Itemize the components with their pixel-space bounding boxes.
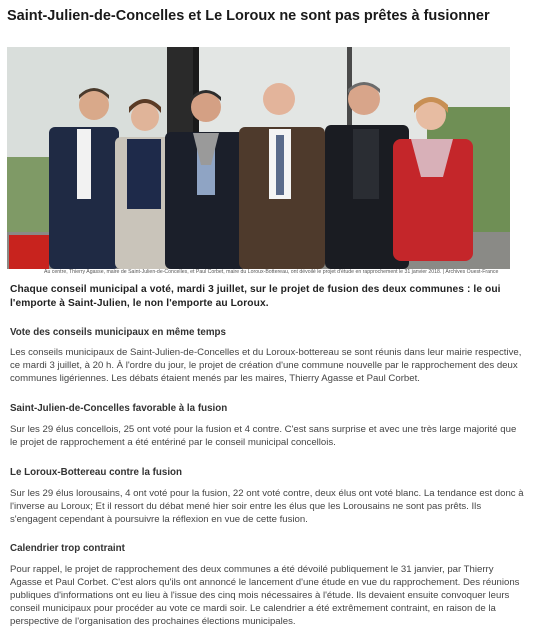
section-heading: Le Loroux-Bottereau contre la fusion [10,467,183,478]
section-paragraph: Pour rappel, le projet de rapprochement des deux communes a été dévoilé publiquement le 31 janvier, par Thierry Agasse et Paul Corbet. C'est alors qu'ils ont annoncé le lancement d'une étude en vue du rapprochement. Des réunions publiques d'informations ont eu lieu à l'issue des cinq mois nécessaires à l'étude. Ils devaient ensuite convoquer leurs conseil municipaux pour procéder au vote ce mardi soir. Le calendrier a été extrêmement contraint, en raison de la perspective de l'organisation des prochaines élections municipales. [10,564,520,627]
article-photo [7,47,510,269]
section-paragraph: Les conseils municipaux de Saint-Julien-de-Concelles et du Loroux-bottereau se sont réunis dans leur mairie respective, ce mardi 3 juillet, à 20 h. À l'ordre du jour, le projet de création d'une commune nouvelle par le rapprochement des deux communes ligériennes. Les débats étaient menés par les maires, Thierry Agasse et Paul Corbet. [10,347,522,384]
section-paragraph: Sur les 29 élus concellois, 25 ont voté pour la fusion et 4 contre. C'est sans surprise et avec une très large majorité que le projet de rapprochement a été entériné par le conseil municipal concellois. [10,424,517,448]
section-heading: Vote des conseils municipaux en même temps [10,327,226,338]
section-heading: Calendrier trop contraint [10,543,125,554]
photo-caption: Au centre, Thierry Agasse, maire de Saint-Julien-de-Concelles, et Paul Corbet, maire du Loroux-Bottereau, ont dévoilé le projet d'étude en rapprochement le 31 janvier 2018. | Archives Ouest-France [44,269,499,275]
section-paragraph: Sur les 29 élus lorousains, 4 ont voté pour la fusion, 22 ont voté contre, deux élus ont voté blanc. La tendance est donc à l'inverse au Loroux; Et il ressort du débat mené hier soir entre les élus que les Lorousains ne sont pas prêts. Ils s'engagent cependant à poursuivre la réflexion en vue de cette fusion. [10,488,524,525]
section-heading: Saint-Julien-de-Concelles favorable à la fusion [10,403,228,414]
article-title: Saint-Julien-de-Concelles et Le Loroux ne sont pas prêtes à fusionner [7,8,490,24]
article-lead: Chaque conseil municipal a voté, mardi 3 juillet, sur le projet de fusion des deux communes : le oui l'emporte à Saint-Julien, le non l'emporte au Loroux. [10,284,501,309]
group-photo-illustration [7,47,510,269]
